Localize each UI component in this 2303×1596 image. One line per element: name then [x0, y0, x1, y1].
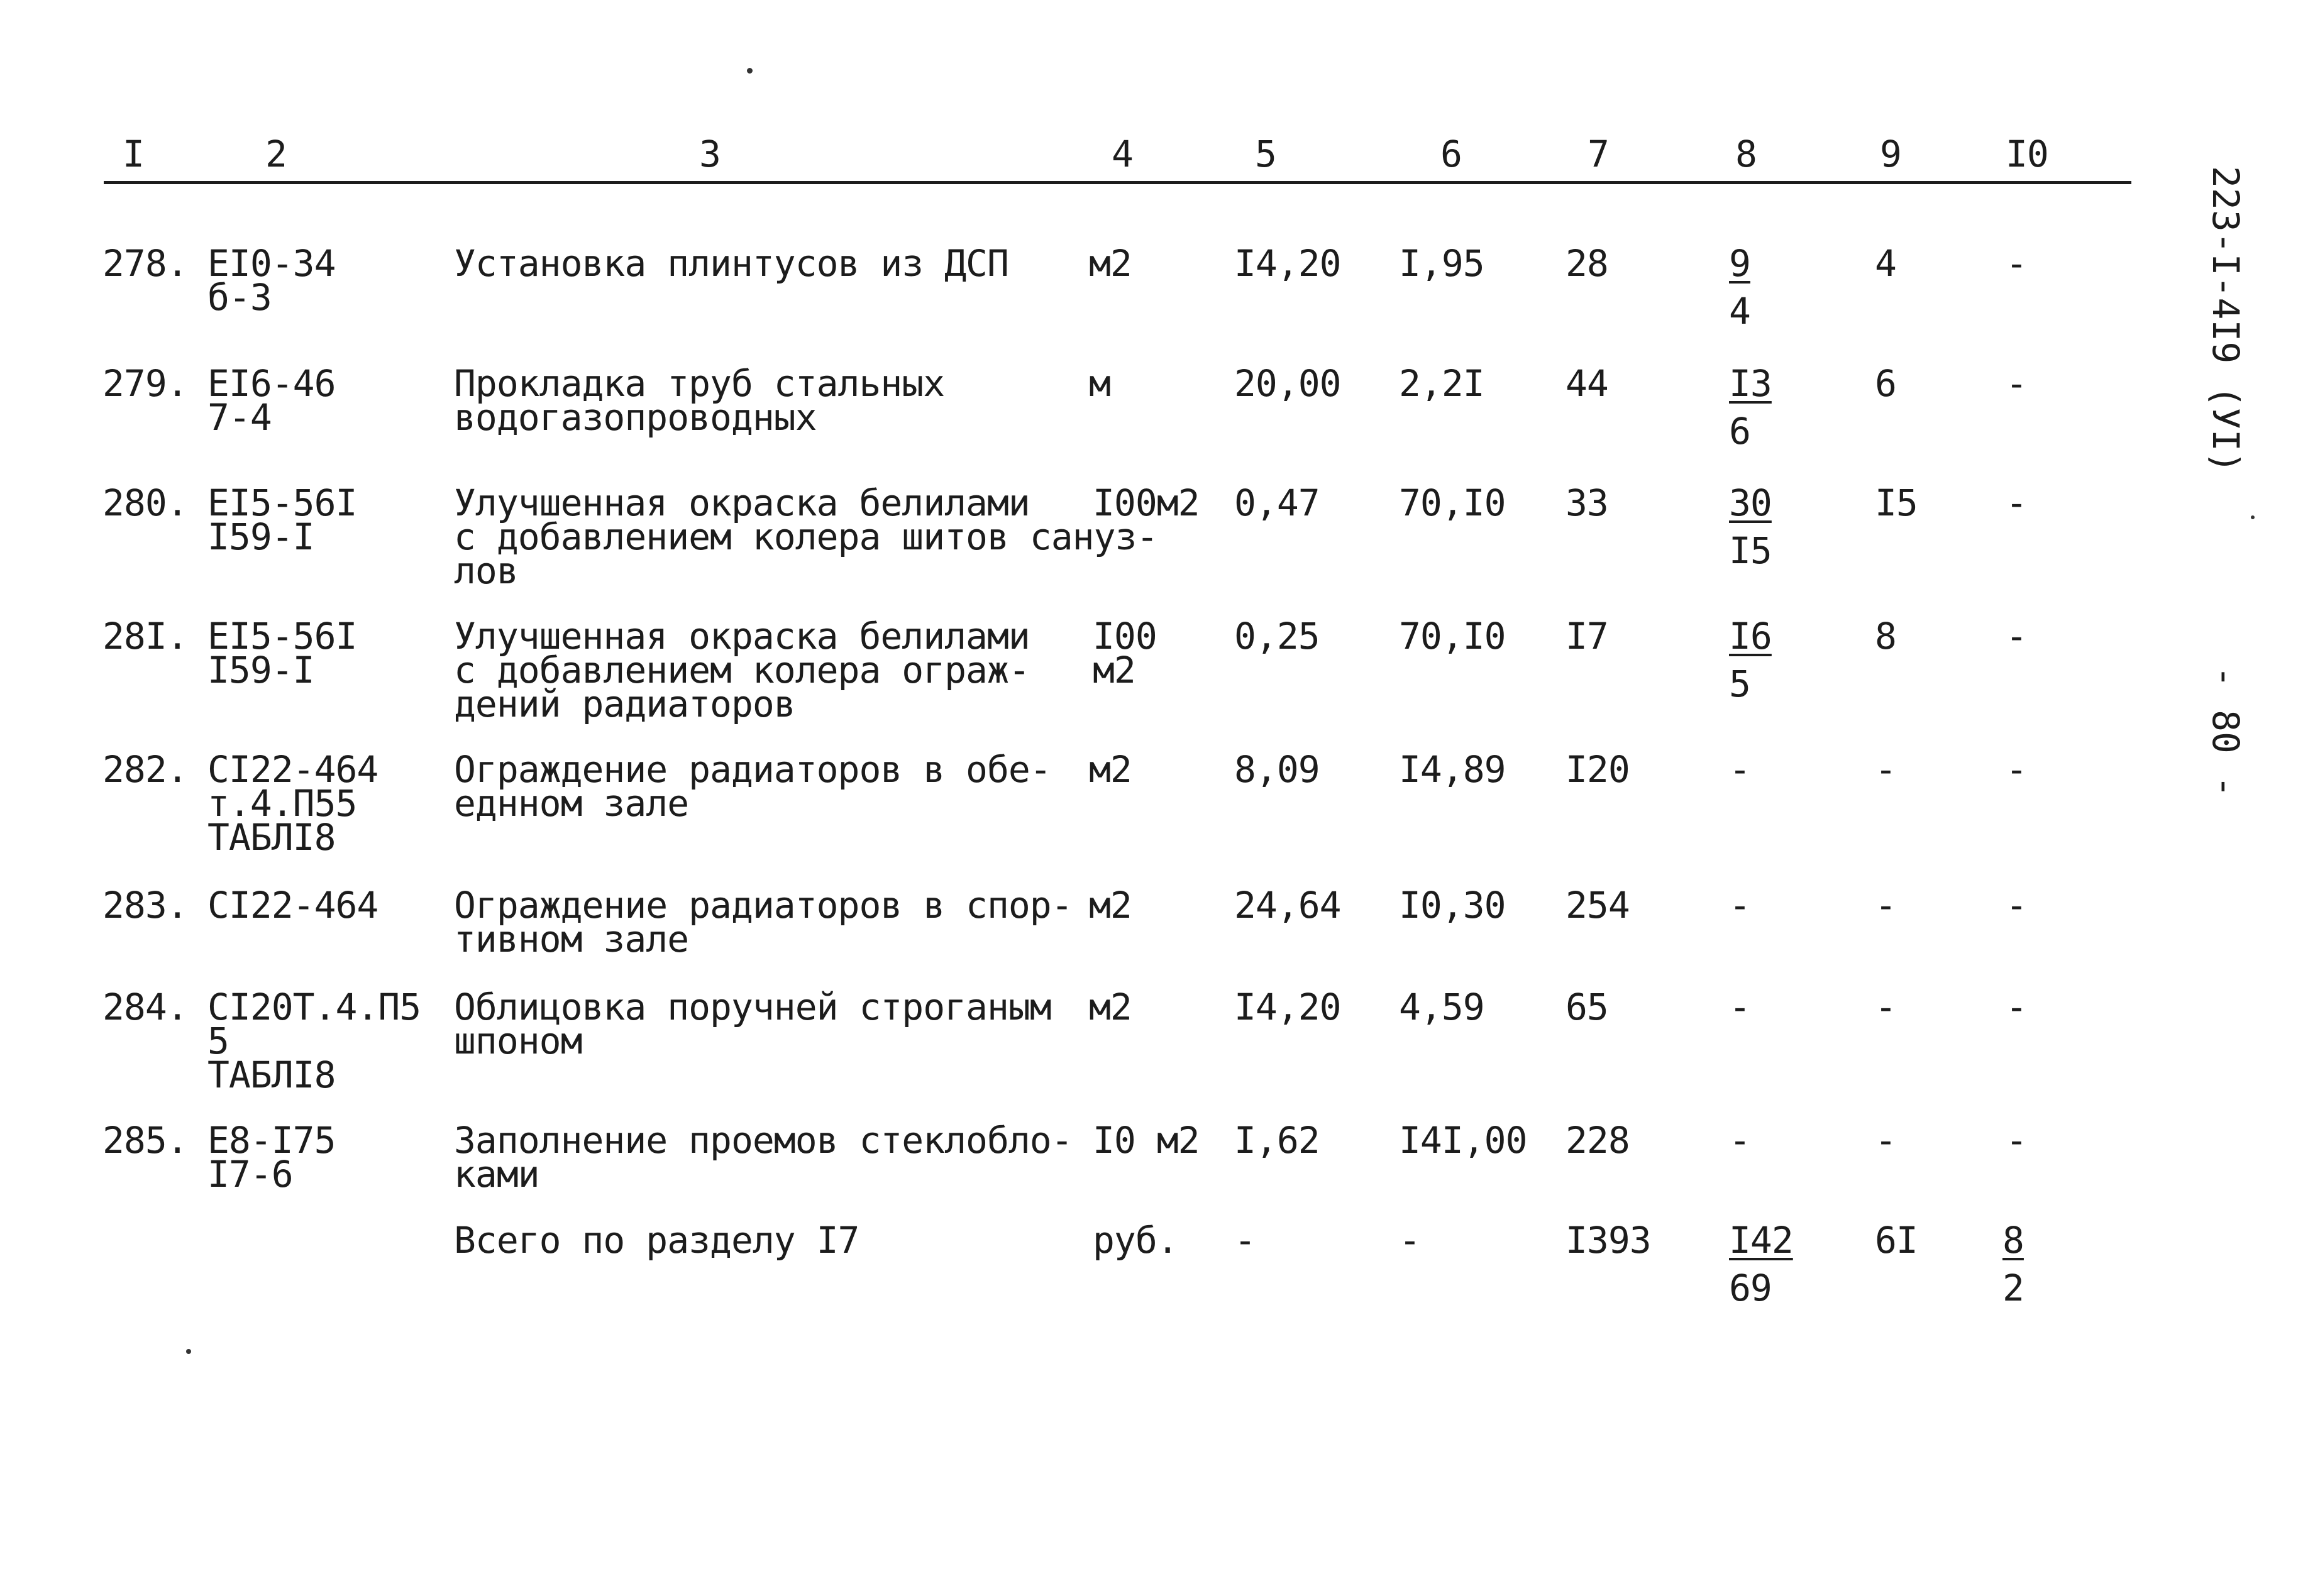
row-col10: -	[2006, 884, 2027, 927]
row-code: E8-I75 I7-6	[207, 1119, 336, 1196]
row-total: I7	[1566, 615, 1608, 658]
row-col8-fraction: $\frac{I6}{5}$	[1729, 615, 1772, 705]
header-col-5: 5	[1255, 133, 1276, 175]
row-quantity: 20,00	[1234, 362, 1341, 405]
row-unit: I00м2	[1093, 482, 1200, 524]
row-description: Ограждение радиаторов в спор- тивном зале	[454, 884, 1073, 960]
row-total: 254	[1566, 884, 1630, 927]
scan-speck	[2251, 515, 2255, 519]
row-col10: -	[2006, 1119, 2027, 1162]
row-code: CI22-464 т.4.П55 ТАБЛI8	[207, 748, 378, 859]
row-col9: 8	[1875, 615, 1896, 658]
header-col-4: 4	[1112, 133, 1133, 175]
row-col9: -	[1875, 986, 1896, 1028]
row-code: EI6-46 7-4	[207, 362, 336, 439]
row-unit: м2	[1089, 884, 1132, 927]
document-code: 223-I-4I9 (УI)	[2204, 166, 2247, 473]
row-col8: -	[1729, 884, 1750, 927]
row-col9: -	[1875, 884, 1896, 927]
total-description: Всего по разделу I7	[454, 1219, 859, 1262]
row-col9: 4	[1875, 242, 1896, 285]
row-description: Ограждение радиаторов в обе- еднном зале	[454, 748, 1051, 825]
row-unit: I00 м2	[1093, 615, 1157, 691]
total-sum: I393	[1566, 1219, 1651, 1262]
row-quantity: I4,20	[1234, 986, 1341, 1028]
row-col8: -	[1729, 1119, 1750, 1162]
header-col-10: I0	[2006, 133, 2048, 175]
row-number: 285.	[102, 1119, 188, 1162]
header-rule	[104, 181, 2131, 184]
row-number: 279.	[102, 362, 188, 405]
row-unit: м2	[1089, 748, 1132, 791]
row-col8-fraction: $\frac{30}{I5}$	[1729, 482, 1772, 572]
total-col9: 6I	[1875, 1219, 1918, 1262]
row-quantity: 8,09	[1234, 748, 1320, 791]
row-code: EI5-56I I59-I	[207, 615, 357, 691]
row-unit-price: 70,I0	[1399, 615, 1506, 658]
row-unit: I0 м2	[1093, 1119, 1200, 1162]
header-col-9: 9	[1880, 133, 1901, 175]
row-description: Улучшенная окраска белилами с добавлением колера шитов сануз- лов	[454, 482, 1158, 592]
row-total: 33	[1566, 482, 1608, 524]
row-quantity: I4,20	[1234, 242, 1341, 285]
row-col10: -	[2006, 986, 2027, 1028]
row-total: 44	[1566, 362, 1608, 405]
row-description: Прокладка труб стальных водогазопроводных	[454, 362, 945, 439]
row-total: 28	[1566, 242, 1608, 285]
row-code: EI5-56I I59-I	[207, 482, 357, 558]
row-col9: -	[1875, 748, 1896, 791]
row-number: 284.	[102, 986, 188, 1028]
row-number: 283.	[102, 884, 188, 927]
row-col8: -	[1729, 986, 1750, 1028]
row-number: 278.	[102, 242, 188, 285]
total-unit: руб.	[1093, 1219, 1178, 1262]
row-code: CI22-464	[207, 884, 378, 927]
row-total: 65	[1566, 986, 1608, 1028]
row-unit-price: I0,30	[1399, 884, 1506, 927]
row-quantity: 24,64	[1234, 884, 1341, 927]
row-number: 28I.	[102, 615, 188, 658]
row-col8-fraction: $\frac{I3}{6}$	[1729, 362, 1772, 453]
row-unit: м2	[1089, 242, 1132, 285]
total-quantity: -	[1234, 1219, 1256, 1262]
row-col9: -	[1875, 1119, 1896, 1162]
row-col8: -	[1729, 748, 1750, 791]
row-description: Установка плинтусов из ДСП	[454, 242, 1008, 285]
row-unit-price: 70,I0	[1399, 482, 1506, 524]
scan-speck	[747, 68, 753, 74]
row-quantity: 0,47	[1234, 482, 1320, 524]
row-code: EI0-34 б-3	[207, 242, 336, 319]
row-quantity: 0,25	[1234, 615, 1320, 658]
row-col10: -	[2006, 615, 2027, 658]
row-unit: м	[1089, 362, 1110, 405]
total-unit-price: -	[1399, 1219, 1420, 1262]
row-quantity: I,62	[1234, 1119, 1320, 1162]
row-col10: -	[2006, 242, 2027, 285]
total-col8-fraction: $\frac{I42}{69}$	[1729, 1219, 1793, 1309]
row-col8-fraction: $\frac{9}{4}$	[1729, 242, 1750, 333]
row-col10: -	[2006, 748, 2027, 791]
row-unit-price: I4,89	[1399, 748, 1506, 791]
page-number: - 80 -	[2204, 666, 2247, 798]
row-col10: -	[2006, 362, 2027, 405]
row-col9: 6	[1875, 362, 1896, 405]
row-unit-price: 4,59	[1399, 986, 1484, 1028]
row-total: 228	[1566, 1119, 1630, 1162]
row-description: Облицовка поручней строганым шпоном	[454, 986, 1051, 1062]
header-col-8: 8	[1735, 133, 1757, 175]
header-col-2: 2	[265, 133, 287, 175]
header-col-6: 6	[1440, 133, 1462, 175]
row-col9: I5	[1875, 482, 1918, 524]
header-col-3: 3	[699, 133, 721, 175]
row-unit-price: I4I,00	[1399, 1119, 1527, 1162]
row-total: I20	[1566, 748, 1630, 791]
row-number: 280.	[102, 482, 188, 524]
header-col-7: 7	[1588, 133, 1609, 175]
row-unit: м2	[1089, 986, 1132, 1028]
row-code: CI20T.4.П5 5 ТАБЛI8	[207, 986, 421, 1096]
row-description: Улучшенная окраска белилами с добавлением колера ограж- дений радиаторов	[454, 615, 1030, 725]
total-col10-fraction: $\frac{8}{2}$	[2002, 1219, 2024, 1309]
scan-speck	[186, 1349, 191, 1354]
header-col-1: I	[123, 133, 144, 175]
row-col10: -	[2006, 482, 2027, 524]
row-unit-price: 2,2I	[1399, 362, 1484, 405]
row-number: 282.	[102, 748, 188, 791]
row-description: Заполнение проемов стеклобло- ками	[454, 1119, 1073, 1196]
row-unit-price: I,95	[1399, 242, 1484, 285]
